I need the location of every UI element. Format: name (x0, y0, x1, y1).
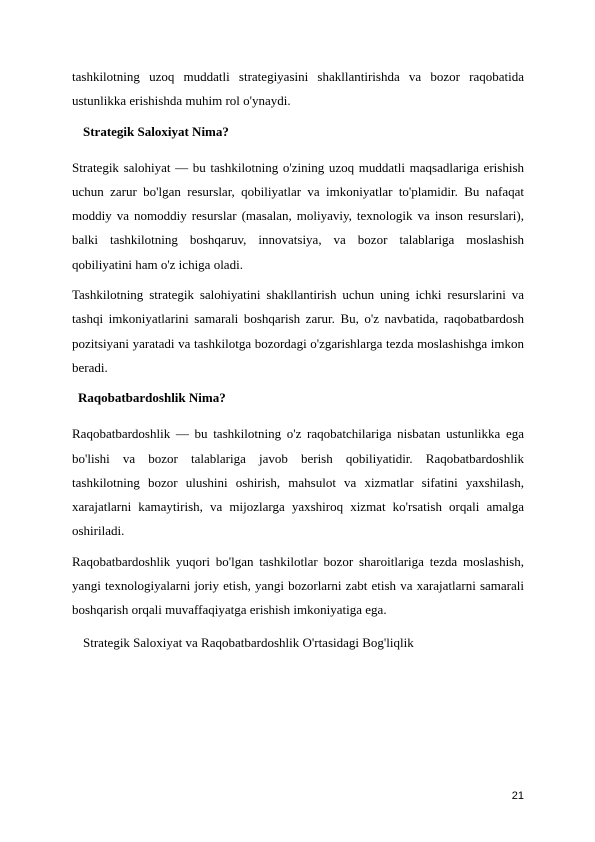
paragraph-competitiveness-definition: Raqobatbardoshlik — bu tashkilotning o'z raqobatchilariga nisbatan ustunlikka ega bo'lishi va bozor talablariga javob berish qobiliyatidir. Raqobatbardoshlik tashkilotning bozor ulushini oshirish, mahsulot va xizmatlar sifatini yaxshilash, xarajatlarni kamaytirish, va mijozlarga yaxshiroq xizmat ko'rsatish orqali amalga oshiriladi. (72, 426, 524, 539)
paragraph-competitiveness-organizations: Raqobatbardoshlik yuqori bo'lgan tashkilotlar bozor sharoitlariga tezda moslashish, yangi texnologiyalarni joriy etish, yangi bozorlarni zabt etish va xarajatlarni samarali boshqarish orqali muvaffaqiyatga erishish imkoniyatiga ega. (72, 553, 524, 618)
page-number: 21 (511, 790, 524, 802)
page-content (72, 65, 524, 655)
subheading-relationship: Strategik Saloxiyat va Raqobatbardoshlik O'rtasidagi Bog'liqlik (83, 634, 414, 650)
paragraph-strategic-potential-formation: Tashkilotning strategik salohiyatini shakllantirish uchun uning ichki resurslarini va tashqi imkoniyatlarini samarali boshqarish zarur. Bu, o'z navbatida, raqobatbardosh pozitsiyani yaratadi va tashkilotga bozordagi o'zgarishlarga tezda moslashishga imkon beradi. (72, 287, 524, 375)
heading-competitiveness: Raqobatbardoshlik Nima? (78, 390, 226, 406)
intro-paragraph: tashkilotning uzoq muddatli strategiyasini shakllantirishda va bozor raqobatida ustunlikka erishishda muhim rol o'ynaydi. (72, 69, 524, 109)
paragraph-strategic-potential-definition: Strategik salohiyat — bu tashkilotning o'zining uzoq muddatli maqsadlariga erishish uchun zarur bo'lgan resurslar, qobiliyatlar va imkoniyatlar to'plamidir. Bu nafaqat moddiy va nomoddiy resurslar (masalan, moliyaviy, texnologik va inson resurslari), balki tashkilotning boshqaruv, innovatsiya, va bozor talablariga moslashish qobiliyatini ham o'z ichiga oladi. (72, 159, 524, 272)
heading-strategic-potential: Strategik Saloxiyat Nima? (83, 123, 229, 139)
